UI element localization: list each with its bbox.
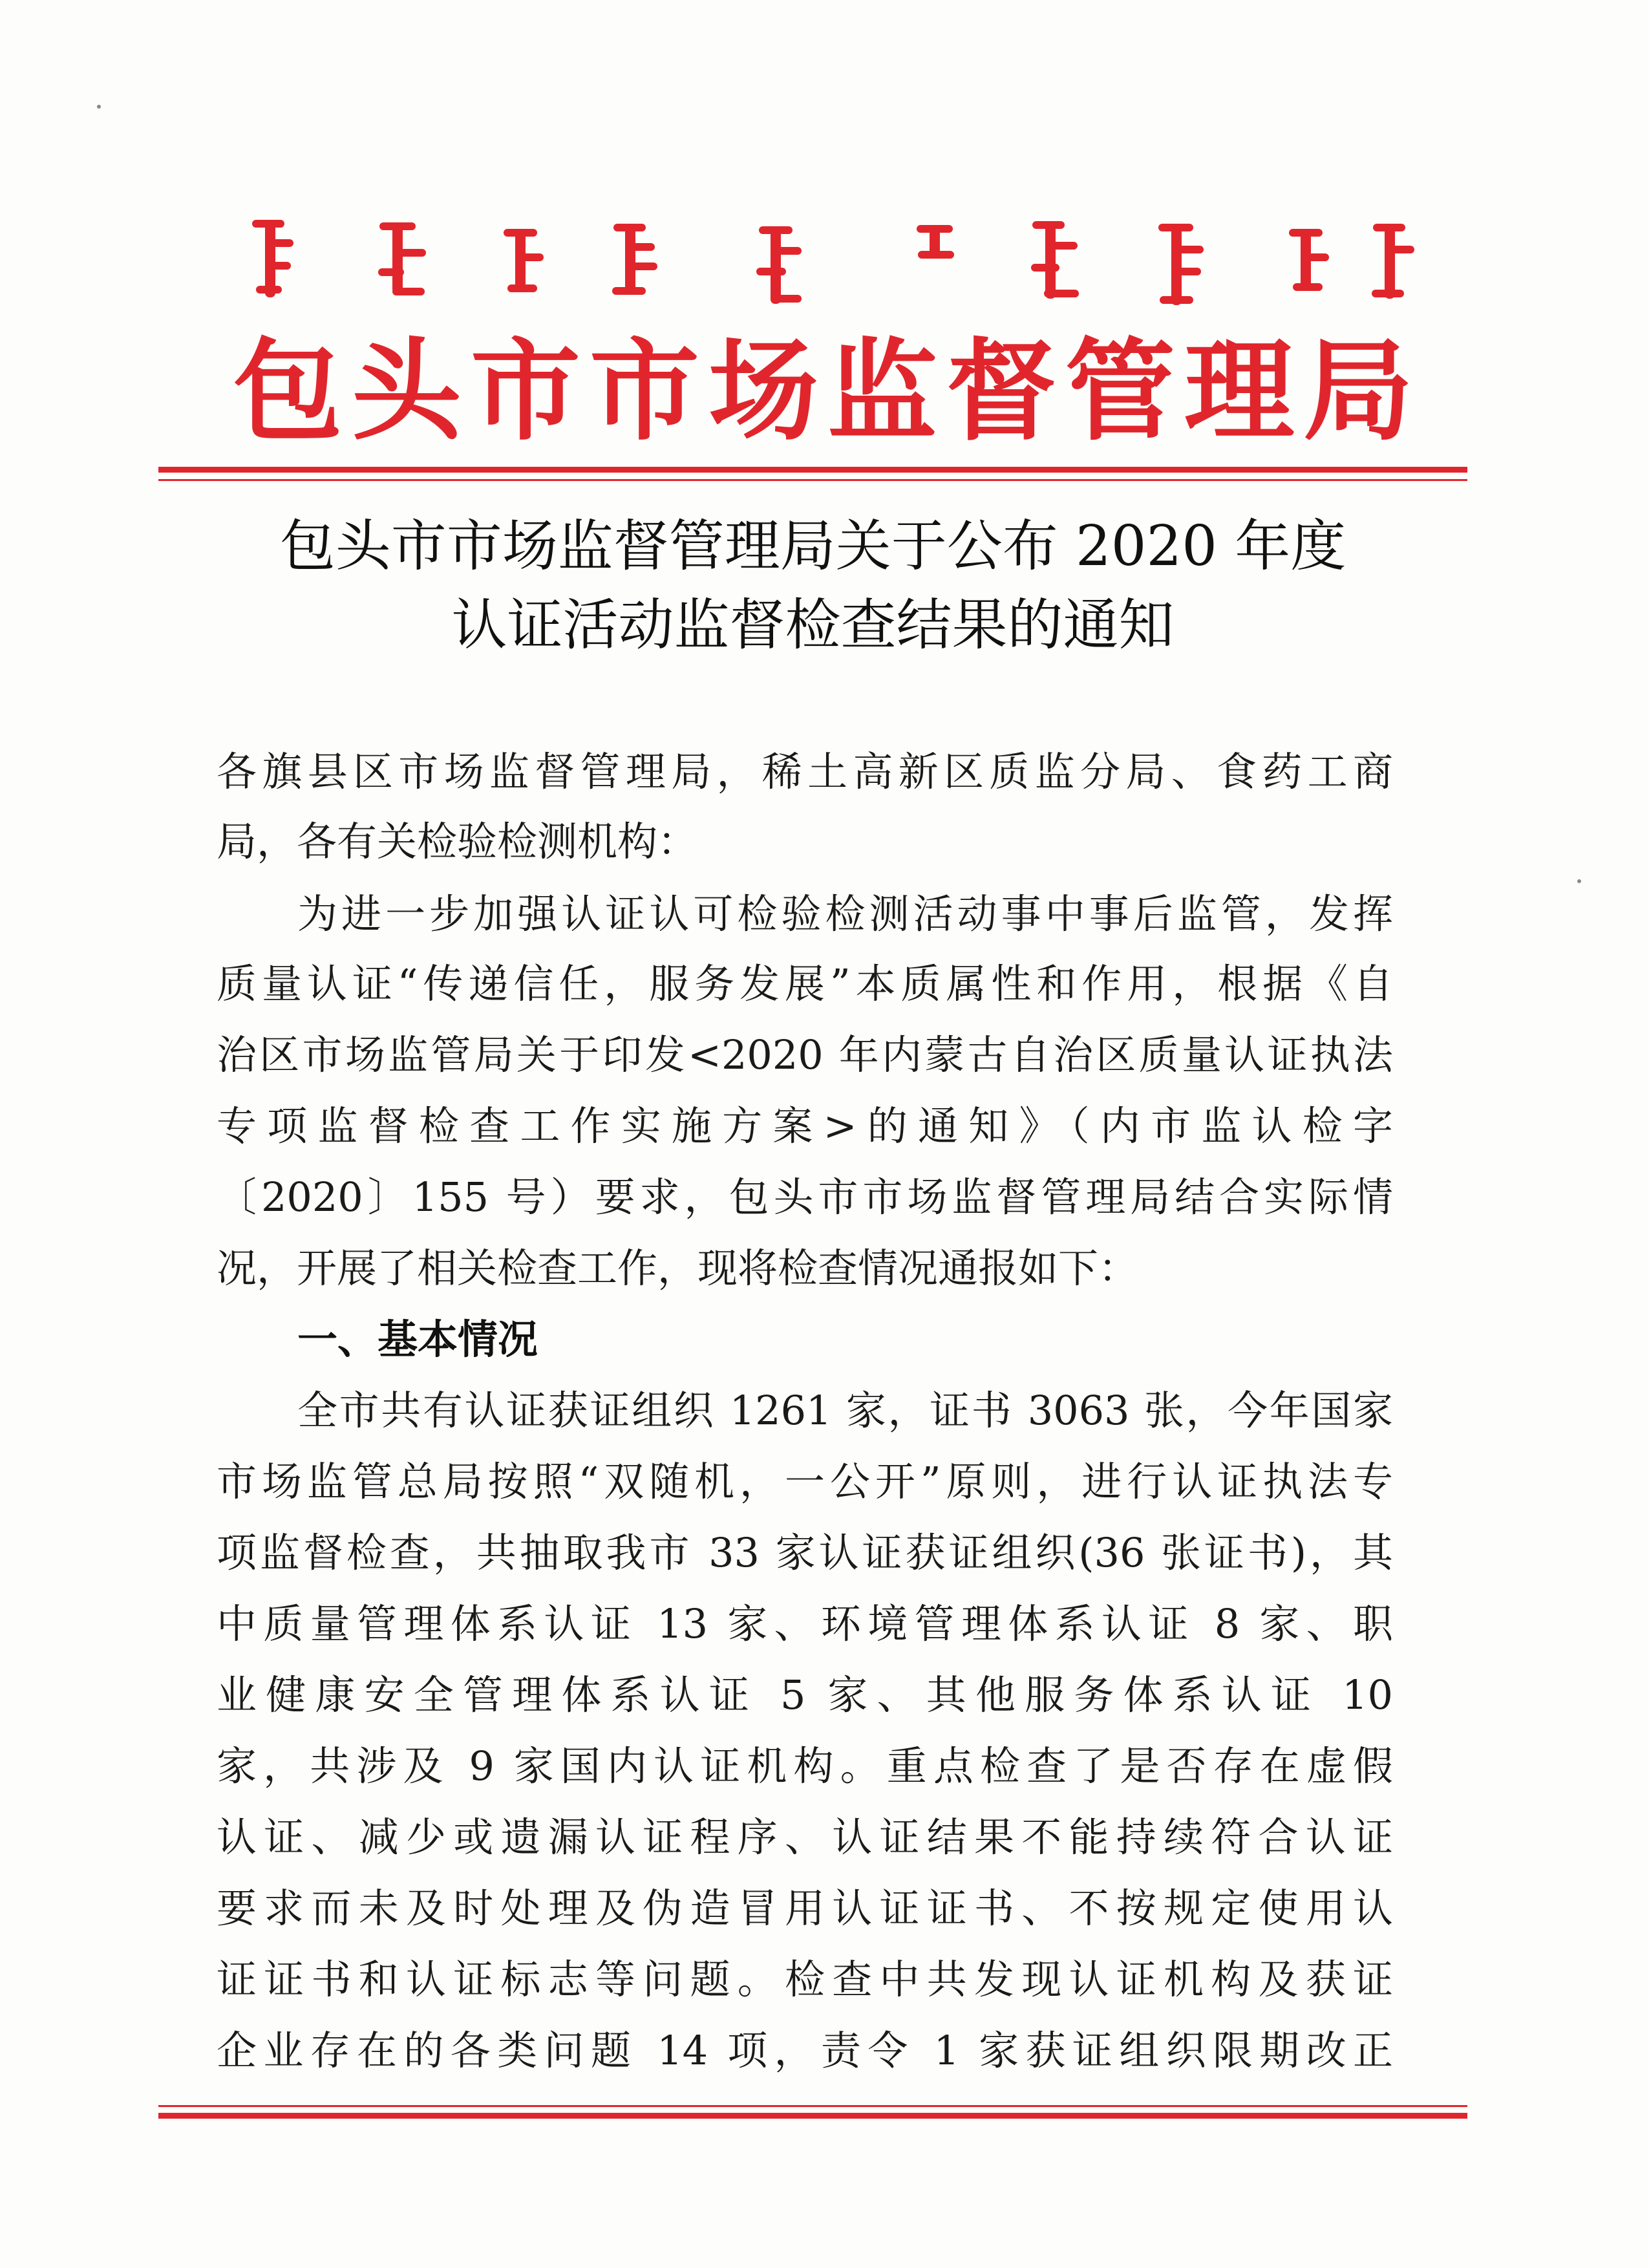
document-title-line-2: 认证活动监督检查结果的通知: [451, 593, 1175, 658]
scan-speck: [97, 105, 101, 109]
body-line: 全市共有认证获证组织 1261 家，证书 3063 张，今年国家: [297, 1387, 1393, 1434]
body-line: 家，共涉及 9 家国内认证机构。重点检查了是否存在虚假: [217, 1742, 1393, 1790]
body-line: 况，开展了相关检查工作，现将检查情况通报如下：: [217, 1245, 1139, 1292]
header-rule-thin: [158, 479, 1467, 481]
header-rule-thick: [158, 467, 1467, 473]
section-heading-basic-situation: 一、基本情况: [297, 1316, 538, 1363]
body-line: 项监督检查，共抽取我市 33 家认证获证组织(36 张证书)，其: [217, 1529, 1393, 1576]
body-line: 证证书和认证标志等问题。检查中共发现认证机构及获证: [217, 1956, 1393, 2003]
body-line: 要求而未及时处理及伪造冒用认证证书、不按规定使用认: [217, 1885, 1393, 1932]
body-line: 中质量管理体系认证 13 家、环境管理体系认证 8 家、职: [217, 1600, 1393, 1647]
body-line: 〔2020〕155 号）要求，包头市市场监督管理局结合实际情: [217, 1173, 1393, 1221]
body-line: 各旗县区市场监督管理局，稀土高新区质监分局、食药工商: [217, 748, 1393, 795]
document-title-line-1: 包头市市场监督管理局关于公布 2020 年度: [279, 514, 1346, 579]
body-line: 市场监管总局按照“双随机，一公开”原则，进行认证执法专: [217, 1458, 1393, 1505]
body-line: 企业存在的各类问题 14 项，责令 1 家获证组织限期改正: [217, 2027, 1393, 2074]
scan-speck: [1577, 879, 1581, 883]
footer-rule-thick: [158, 2113, 1467, 2119]
mongolian-agency-name-emblem: [239, 213, 1416, 310]
body-line: 治区市场监管局关于印发<2020 年内蒙古自治区质量认证执法: [217, 1031, 1393, 1078]
body-line: 专项监督检查工作实施方案>的通知》（内市监认检字: [217, 1102, 1393, 1150]
footer-rule-thin: [158, 2105, 1467, 2107]
body-line: 局，各有关检验检测机构：: [217, 818, 698, 865]
body-line: 质量认证“传递信任，服务发展”本质属性和作用，根据《自: [217, 960, 1393, 1007]
body-line: 认证、减少或遗漏认证程序、认证结果不能持续符合认证: [217, 1813, 1393, 1861]
agency-name-heading: 包头市市场监督管理局: [232, 326, 1422, 456]
body-line: 为进一步加强认证认可检验检测活动事中事后监管，发挥: [297, 890, 1393, 937]
body-line: 业健康安全管理体系认证 5 家、其他服务体系认证 10: [217, 1671, 1393, 1718]
